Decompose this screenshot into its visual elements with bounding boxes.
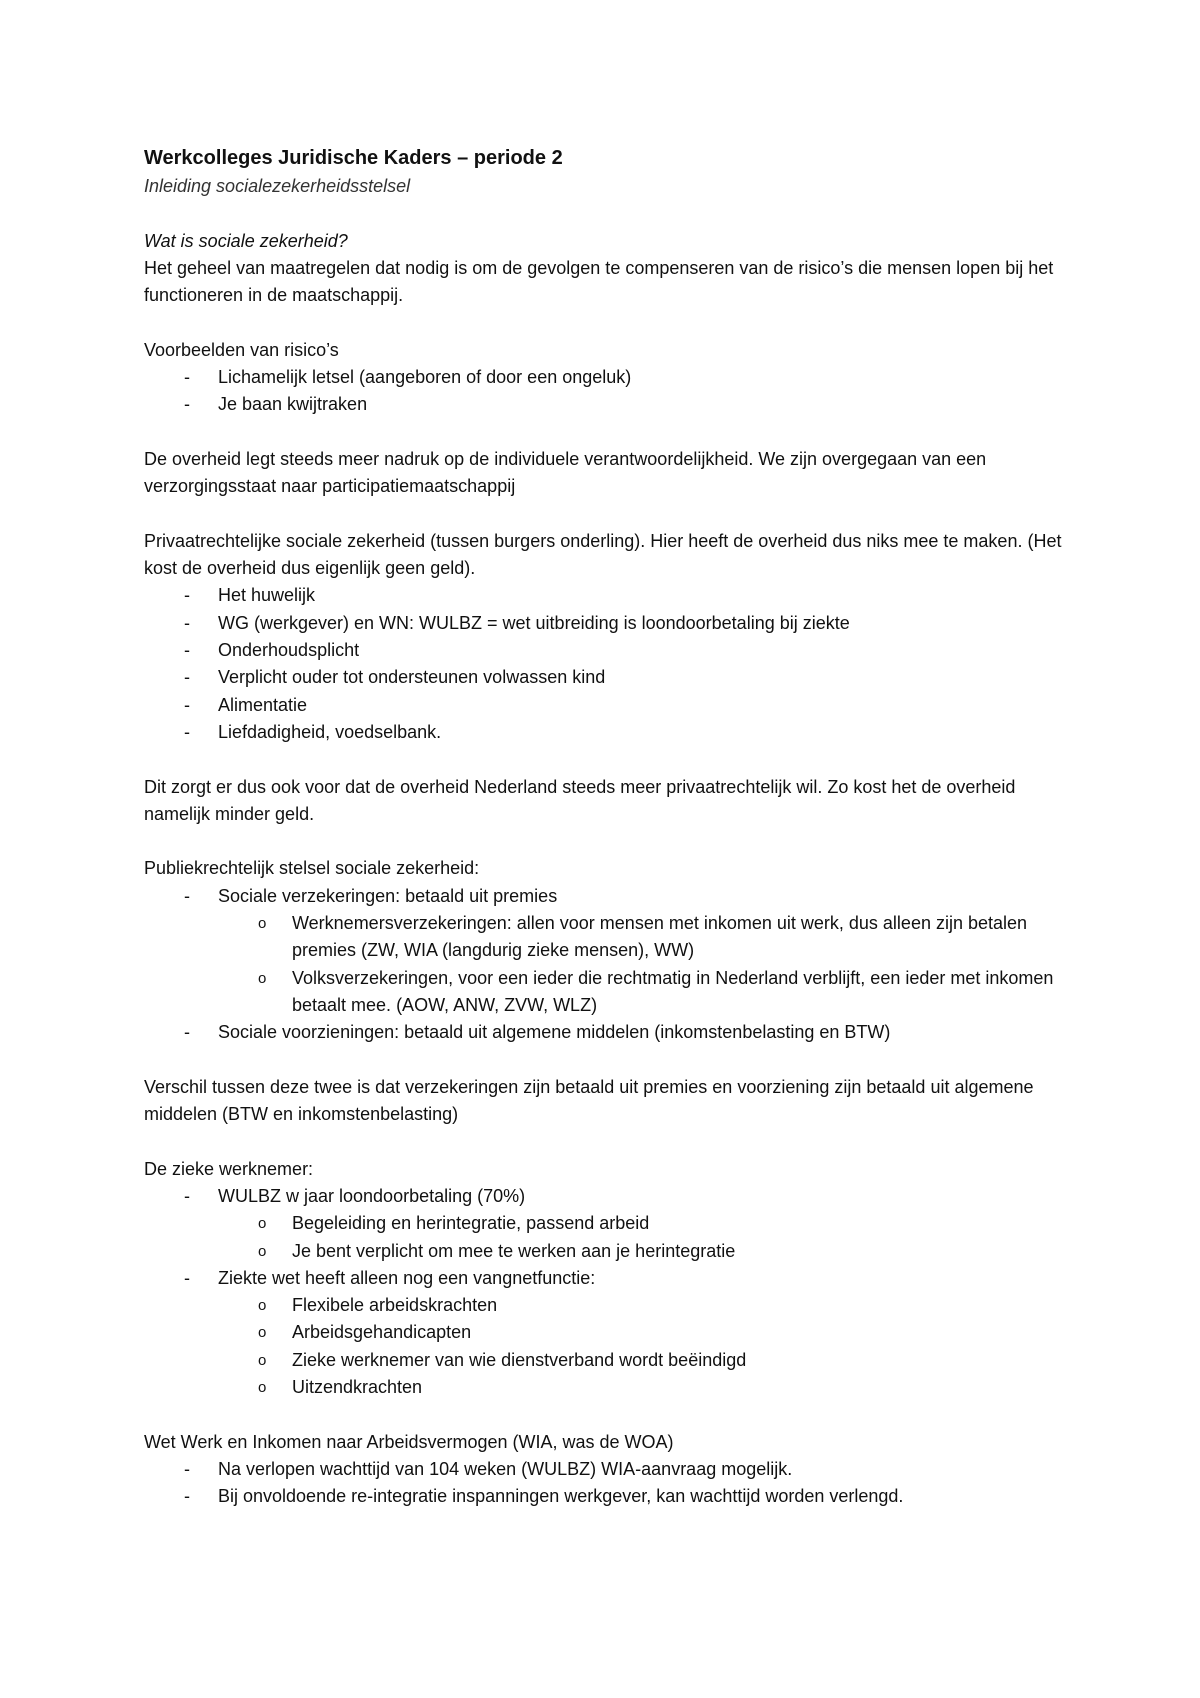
list-item-text: Het huwelijk	[218, 585, 316, 606]
spacer	[144, 309, 1080, 336]
list-item	[144, 883, 1080, 1019]
dash-marker: -	[184, 721, 190, 742]
spacer	[144, 1401, 1080, 1428]
risks-heading: Voorbeelden van risico’s	[144, 339, 339, 360]
list-item-text: WULBZ w jaar loondoorbetaling (70%)	[218, 1185, 526, 1206]
paragraph-overheid: De overheid legt steeds meer nadruk op de individuele verantwoordelijkheid. We zijn overgegaan van een verzorgingsstaat naar participatiemaatschappij	[144, 448, 987, 497]
sub-list-item	[218, 1347, 1080, 1374]
document-subtitle: Inleiding socialezekerheidsstelsel	[144, 176, 411, 196]
wia-heading: Wet Werk en Inkomen naar Arbeidsvermogen (WIA, was de WOA)	[144, 1431, 674, 1452]
sick-list	[144, 1183, 1080, 1401]
list-item-text: Sociale verzekeringen: betaald uit premies	[218, 885, 558, 906]
sub-list	[218, 1292, 1080, 1401]
dash-marker: -	[184, 640, 190, 661]
list-item	[144, 719, 1080, 746]
sub-list-item-text: Zieke werknemer van wie dienstverband wordt beëindigd	[292, 1349, 747, 1370]
sub-list-item-text: Je bent verplicht om mee te werken aan je herintegratie	[292, 1240, 736, 1261]
question-heading: Wat is sociale zekerheid?	[144, 230, 348, 251]
dash-marker: -	[184, 612, 190, 633]
list-item	[144, 1183, 1080, 1265]
circle-marker: o	[258, 1351, 267, 1369]
list-item	[144, 610, 1080, 637]
public-list	[144, 883, 1080, 1047]
paragraph-dit: Dit zorgt er dus ook voor dat de overheid Nederland steeds meer privaatrechtelijk wil. Zo kost het de overheid namelijk minder geld.	[144, 776, 1016, 824]
sub-list-item-text: Werknemersverzekeringen: allen voor mensen met inkomen uit werk, dus alleen zijn betalen premies (ZW, WIA (langdurig zieke mensen), WW)	[292, 913, 1028, 961]
sub-list-item-text: Volksverzekeringen, voor een ieder die rechtmatig in Nederland verblijft, een ieder met inkomen betaalt mee. (AOW, ANW, ZVW, WLZ)	[292, 967, 1054, 1015]
list-item	[144, 582, 1080, 609]
dash-marker: -	[184, 1022, 190, 1043]
sick-heading: De zieke werknemer:	[144, 1158, 314, 1179]
circle-marker: o	[258, 915, 267, 933]
spacer	[144, 1128, 1080, 1155]
dash-marker: -	[184, 1185, 190, 1206]
spacer	[144, 746, 1080, 773]
dash-marker: -	[184, 585, 190, 606]
sub-list-item	[218, 910, 1080, 965]
sub-list-item-text: Begeleiding en herintegratie, passend arbeid	[292, 1213, 650, 1234]
circle-marker: o	[258, 1242, 267, 1260]
dash-marker: -	[184, 667, 190, 688]
spacer	[144, 828, 1080, 855]
dash-marker: -	[184, 1458, 190, 1479]
list-item	[144, 1019, 1080, 1046]
circle-marker: o	[258, 1379, 267, 1397]
dash-marker: -	[184, 1267, 190, 1288]
dash-marker: -	[184, 394, 190, 415]
paragraph-verschil: Verschil tussen deze twee is dat verzekeringen zijn betaald uit premies en voorziening zijn betaald uit algemene middelen (BTW en inkomstenbelasting)	[144, 1076, 1034, 1125]
sub-list-item-text: Flexibele arbeidskrachten	[292, 1295, 498, 1316]
list-item	[144, 1265, 1080, 1401]
dash-marker: -	[184, 367, 190, 388]
list-item-text: Verplicht ouder tot ondersteunen volwassen kind	[218, 667, 606, 688]
list-item-text: Alimentatie	[218, 694, 308, 715]
list-item-text: WG (werkgever) en WN: WULBZ = wet uitbreiding is loondoorbetaling bij ziekte	[218, 612, 850, 633]
spacer	[144, 200, 1080, 227]
list-item-text: Liefdadigheid, voedselbank.	[218, 721, 442, 742]
list-item	[144, 1456, 1080, 1483]
sub-list	[218, 1210, 1080, 1265]
sub-list-item	[218, 1210, 1080, 1237]
list-item-text: Na verlopen wachttijd van 104 weken (WULBZ) WIA-aanvraag mogelijk.	[218, 1458, 793, 1479]
sub-list-item	[218, 1292, 1080, 1319]
sub-list-item	[218, 965, 1080, 1020]
spacer	[144, 1047, 1080, 1074]
list-item-text: Bij onvoldoende re-integratie inspanningen werkgever, kan wachttijd worden verlengd.	[218, 1486, 904, 1507]
dash-marker: -	[184, 885, 190, 906]
dash-marker: -	[184, 1486, 190, 1507]
sub-list-item	[218, 1319, 1080, 1346]
question-answer: Het geheel van maatregelen dat nodig is om de gevolgen te compenseren van de risico’s die mensen lopen bij het functioneren in de maatschappij.	[144, 257, 1054, 306]
private-heading: Privaatrechtelijke sociale zekerheid (tussen burgers onderling). Hier heeft de overheid dus niks mee te maken. (Het kost de overheid dus eigenlijk geen geld).	[144, 530, 1062, 579]
list-item-text: Lichamelijk letsel (aangeboren of door een ongeluk)	[218, 367, 632, 388]
list-item	[144, 1483, 1080, 1510]
private-list	[144, 582, 1080, 746]
spacer	[144, 501, 1080, 528]
sub-list-item	[218, 1374, 1080, 1401]
list-item	[144, 692, 1080, 719]
public-heading: Publiekrechtelijk stelsel sociale zekerheid:	[144, 858, 480, 879]
list-item-text: Sociale voorzieningen: betaald uit algemene middelen (inkomstenbelasting en BTW)	[218, 1022, 891, 1043]
list-item-text: Ziekte wet heeft alleen nog een vangnetfunctie:	[218, 1267, 596, 1288]
wia-list	[144, 1456, 1080, 1511]
circle-marker: o	[258, 1215, 267, 1233]
sub-list-item-text: Arbeidsgehandicapten	[292, 1322, 472, 1343]
list-item-text: Je baan kwijtraken	[218, 394, 368, 415]
sub-list-item-text: Uitzendkrachten	[292, 1377, 423, 1398]
list-item-text: Onderhoudsplicht	[218, 640, 360, 661]
circle-marker: o	[258, 1297, 267, 1315]
list-item	[144, 391, 1080, 418]
sub-list-item	[218, 1238, 1080, 1265]
document-title: Werkcolleges Juridische Kaders – periode 2	[144, 147, 563, 169]
circle-marker: o	[258, 1324, 267, 1342]
risks-list	[144, 364, 1080, 419]
circle-marker: o	[258, 969, 267, 987]
dash-marker: -	[184, 694, 190, 715]
list-item	[144, 364, 1080, 391]
sub-list	[218, 910, 1080, 1019]
list-item	[144, 637, 1080, 664]
spacer	[144, 419, 1080, 446]
list-item	[144, 664, 1080, 691]
